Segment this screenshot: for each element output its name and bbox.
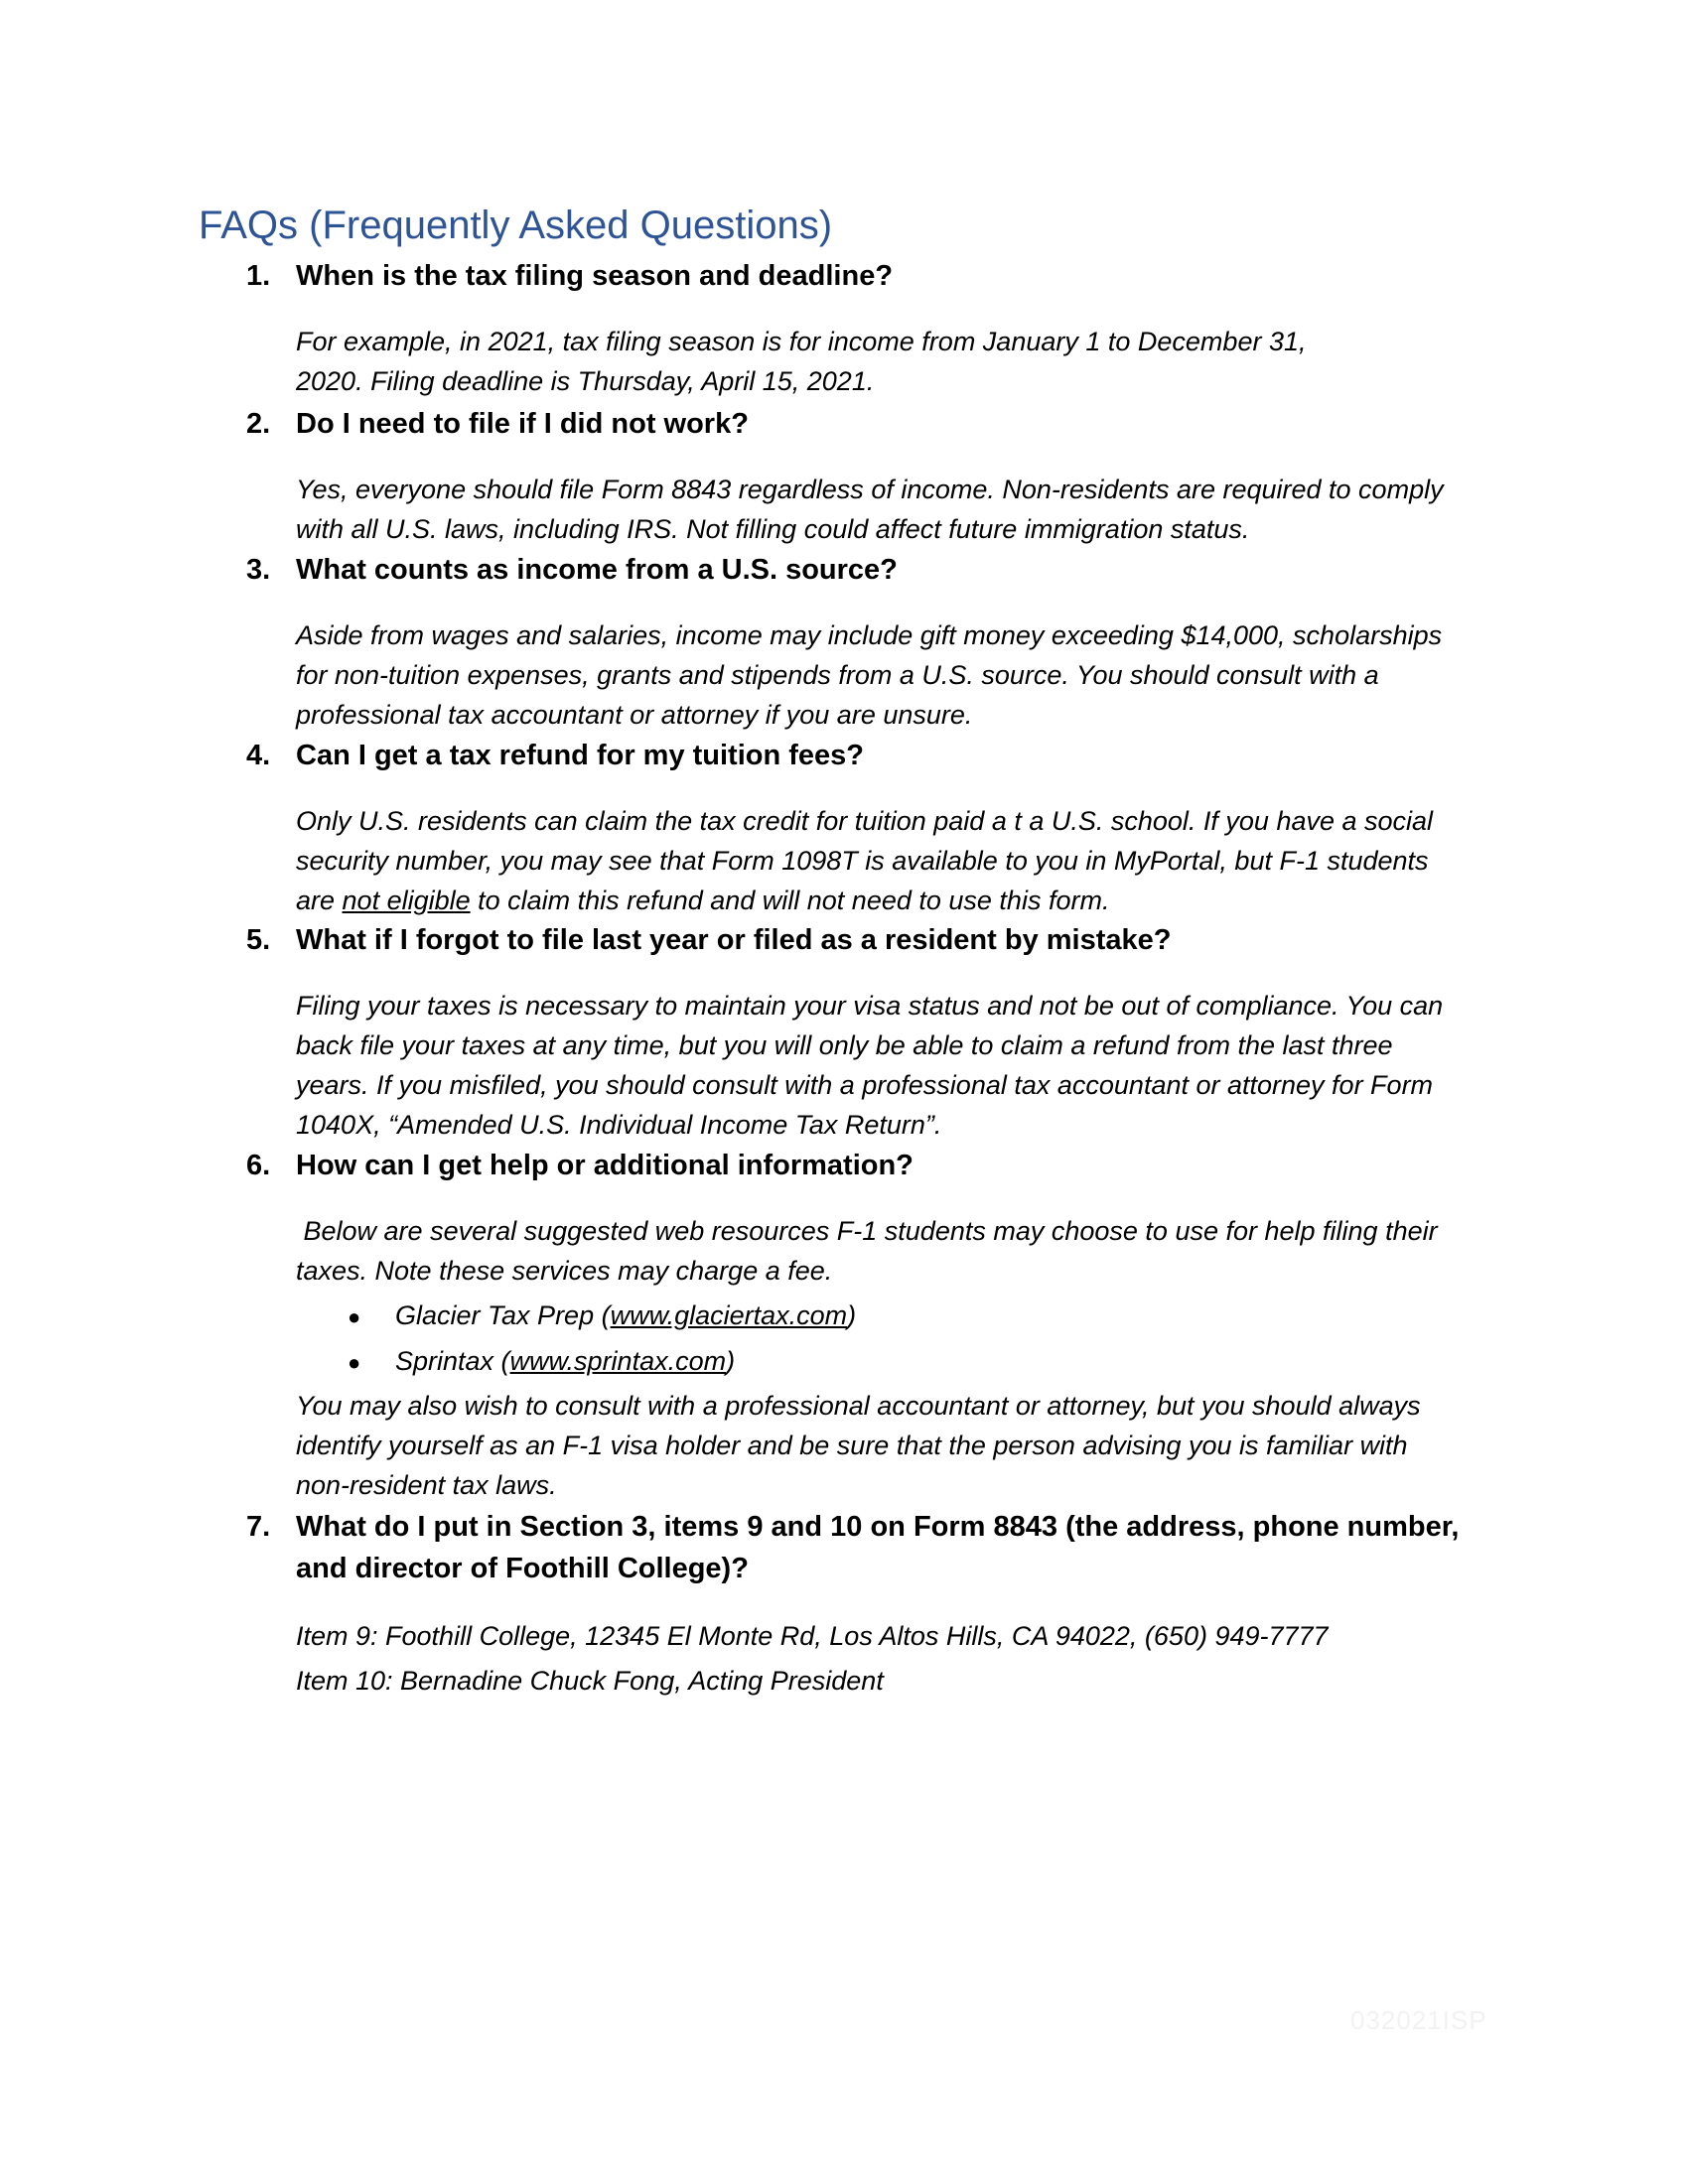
answer-line: professional tax accountant or attorney if you are unsure. xyxy=(296,700,973,730)
page-title: FAQs (Frequently Asked Questions) xyxy=(199,204,833,247)
faq-answer-4 xyxy=(296,801,1487,920)
faq-number: 2. xyxy=(246,408,271,440)
faq-answer-6 xyxy=(296,1211,1487,1291)
answer-line: security number, you may see that Form 1098T is available to you in MyPortal, but F-1 students xyxy=(296,846,1429,876)
faq-answer-3 xyxy=(296,615,1487,735)
resource-close: ) xyxy=(726,1346,736,1376)
faq-question-text: How can I get help or additional information? xyxy=(296,1150,914,1181)
glaciertax-link[interactable]: www.glaciertax.com xyxy=(610,1300,848,1330)
answer-line: identify yourself as an F-1 visa holder and be sure that the person advising you is familiar with xyxy=(296,1431,1408,1460)
faq-question-5 xyxy=(246,919,1171,961)
answer-text: to claim this refund and will not need to use this form. xyxy=(470,886,1110,915)
resource-item-sprintax xyxy=(348,1341,735,1383)
sprintax-link[interactable]: www.sprintax.com xyxy=(509,1346,727,1376)
faq-answer-2 xyxy=(296,470,1487,549)
answer-line: 1040X, “Amended U.S. Individual Income Tax Return”. xyxy=(296,1110,942,1140)
answer-line: Filing your taxes is necessary to maintain your visa status and not be out of compliance. You can xyxy=(296,991,1444,1021)
bullet-icon: ● xyxy=(348,1350,361,1375)
answer-line: years. If you misfiled, you should consult with a professional tax accountant or attorney for Form xyxy=(296,1070,1434,1100)
answer-line: Aside from wages and salaries, income may include gift money exceeding $14,000, scholarships xyxy=(296,620,1443,650)
not-eligible-emphasis: not eligible xyxy=(342,886,471,915)
faq-number: 1. xyxy=(246,260,271,292)
answer-line: Item 9: Foothill College, 12345 El Monte Rd, Los Altos Hills, CA 94022, (650) 949-7777 xyxy=(296,1621,1329,1651)
faq-answer-1 xyxy=(296,322,1487,401)
answer-line: back file your taxes at any time, but you will only be able to claim a refund from the last three xyxy=(296,1030,1393,1060)
faq-number: 7. xyxy=(246,1511,271,1543)
faq-number: 3. xyxy=(246,554,271,586)
answer-line: Yes, everyone should file Form 8843 regardless of income. Non-residents are required to comply xyxy=(296,475,1444,504)
faq-question-text: When is the tax filing season and deadline? xyxy=(296,260,894,292)
faq-question-text: Can I get a tax refund for my tuition fees? xyxy=(296,740,865,771)
faq-answer-5 xyxy=(296,986,1487,1145)
faq-question-text: What do I put in Section 3, items 9 and 10 on Form 8843 (the address, phone number, and director of Foothill College)? xyxy=(296,1511,1460,1584)
answer-line: 2020. Filing deadline is Thursday, April 15, 2021. xyxy=(296,366,875,396)
bullet-icon: ● xyxy=(348,1304,361,1329)
faq-number: 5. xyxy=(246,924,271,956)
answer-line: for non-tuition expenses, grants and stipends from a U.S. source. You should consult with a xyxy=(296,660,1379,690)
faq-question-7 xyxy=(246,1506,1460,1584)
answer-line: Below are several suggested web resources F-1 students may choose to use for help filing their xyxy=(296,1216,1438,1246)
answer-line: non-resident tax laws. xyxy=(296,1470,557,1500)
faq-question-4 xyxy=(246,735,864,776)
resource-name: Sprintax ( xyxy=(395,1346,510,1376)
answer-line: For example, in 2021, tax filing season is for income from January 1 to December 31, xyxy=(296,327,1307,356)
answer-line: taxes. Note these services may charge a fee. xyxy=(296,1256,833,1286)
faq-answer-7 xyxy=(296,1614,1487,1704)
resource-name: Glacier Tax Prep ( xyxy=(395,1300,611,1330)
answer-text: are xyxy=(296,886,343,915)
resource-close: ) xyxy=(847,1300,857,1330)
faq-number: 6. xyxy=(246,1150,271,1181)
footer-code: 032021ISP xyxy=(1350,2005,1487,2035)
faq-question-1 xyxy=(246,255,893,297)
answer-line: You may also wish to consult with a professional accountant or attorney, but you should always xyxy=(296,1391,1421,1421)
faq-question-6 xyxy=(246,1145,914,1186)
answer-line: Item 10: Bernadine Chuck Fong, Acting President xyxy=(296,1666,884,1696)
resource-item-glacier xyxy=(348,1296,856,1337)
faq-question-text: What if I forgot to file last year or filed as a resident by mistake? xyxy=(296,924,1172,956)
answer-line: Only U.S. residents can claim the tax credit for tuition paid a t a U.S. school. If you have a social xyxy=(296,806,1434,836)
faq-question-text: What counts as income from a U.S. source? xyxy=(296,554,898,586)
faq-number: 4. xyxy=(246,740,271,771)
faq-question-3 xyxy=(246,549,898,591)
answer-line xyxy=(296,881,1487,920)
faq-question-text: Do I need to file if I did not work? xyxy=(296,408,749,440)
answer-line: with all U.S. laws, including IRS. Not filling could affect future immigration status. xyxy=(296,514,1250,544)
faq-answer-6-followup xyxy=(296,1386,1487,1505)
faq-question-2 xyxy=(246,403,749,445)
